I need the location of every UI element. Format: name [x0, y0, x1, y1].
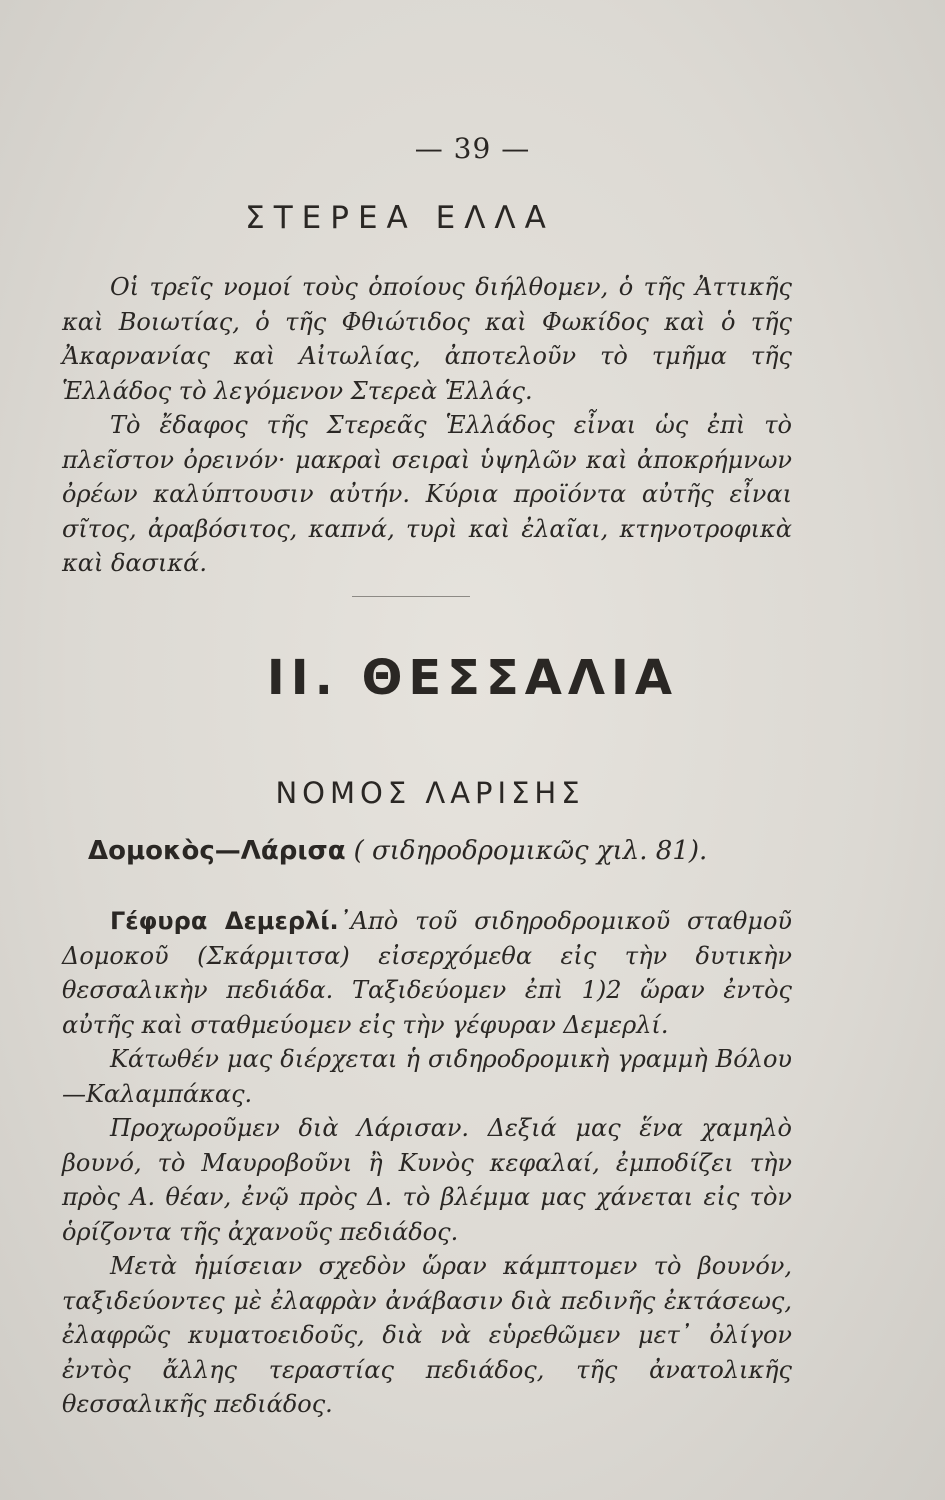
paragraph-text: Κάτωθέν μας διέρχεται ἡ σιδηροδρομικὴ γραμμὴ Βόλου—Καλαμπάκας. [62, 1045, 792, 1108]
route-heading [88, 836, 707, 866]
section-title: ΣΤΕΡΕΑ ΕΛΛΑ [245, 200, 555, 236]
paragraph-text: Τὸ ἔδαφος τῆς Στερεᾶς Ἑλλάδος εἶναι ὡς ἐπὶ τὸ πλεῖστον ὀρεινόν· μακραὶ σειραὶ ὑψηλῶν καὶ ἀποκρήμνων ὀρέων καλύπτουσιν αὐτήν. Κύρια προϊόντα αὐτῆς εἶναι σῖτος, ἀραβόσιτος, καπνά, τυρὶ καὶ ἐλαῖαι, κτηνοτροφικὰ καὶ δασικά. [62, 411, 792, 577]
paragraph [62, 408, 792, 581]
section-divider [352, 596, 470, 597]
paragraph-lead: Γέφυρα Δεμερλί. [110, 907, 339, 935]
paragraph [62, 1111, 792, 1249]
chapter-title: ΙΙ. ΘΕΣΣΑΛΙΑ [266, 650, 679, 706]
paragraph [62, 1042, 792, 1111]
route-detail: ( σιδηροδρομικῶς χιλ. 81). [353, 836, 708, 866]
paragraph-text: Προχωροῦμεν διὰ Λάρισαν. Δεξιά μας ἕνα χαμηλὸ βουνό, τὸ Μαυροβοῦνι ἢ Κυνὸς κεφαλαί, ἐμποδίζει τὴν πρὸς Α. θέαν, ἐνῷ πρὸς Δ. τὸ βλέμμα μας χάνεται εἰς τὸν ὁρίζοντα τῆς ἀχανοῦς πεδιάδος. [62, 1114, 792, 1246]
paragraph-text: ᾿Απὸ τοῦ σιδηροδρομικοῦ σταθμοῦ Δομοκοῦ (Σκάρμιτσα) εἰσερχόμεθα εἰς τὴν δυτικὴν θεσσαλικὴν πεδιάδα. Ταξιδεύομεν ἐπὶ 1)2 ὥραν ἐντὸς αὐτῆς καὶ σταθμεύομεν εἰς τὴν γέφυραν Δεμερλί. [62, 907, 792, 1039]
paragraph-text: Μετὰ ἡμίσειαν σχεδὸν ὥραν κάμπτομεν τὸ βουνόν, ταξιδεύοντες μὲ ἐλαφρὰν ἀνάβασιν διὰ πεδινῆς ἐκτάσεως, ἐλαφρῶς κυματοειδοῦς, διὰ νὰ εὑρεθῶμεν μετ᾽ ὀλίγον ἐντὸς ἄλλης τεραστίας πεδιάδος, τῆς ἀνατολικῆς θεσσαλικῆς πεδιάδος. [62, 1252, 792, 1418]
paragraph [62, 270, 792, 408]
subsection-title: ΝΟΜΟΣ ΛΑΡΙΣΗΣ [275, 776, 585, 810]
paragraph [62, 1249, 792, 1422]
paragraph [62, 904, 792, 1042]
paragraph-text: Οἱ τρεῖς νομοί τοὺς ὁποίους διήλθομεν, ὁ τῆς Ἀττικῆς καὶ Βοιωτίας, ὁ τῆς Φθιώτιδος καὶ Φωκίδος καὶ ὁ τῆς Ἀκαρνανίας καὶ Αἰτωλίας, ἀποτελοῦν τὸ τμῆμα τῆς Ἑλλάδος τὸ λεγόμενον Στερεὰ Ἑλλάς. [62, 273, 792, 405]
page-number: — 39 — [414, 132, 531, 165]
route-label: Δομοκὸς—Λάρισα [88, 836, 346, 866]
